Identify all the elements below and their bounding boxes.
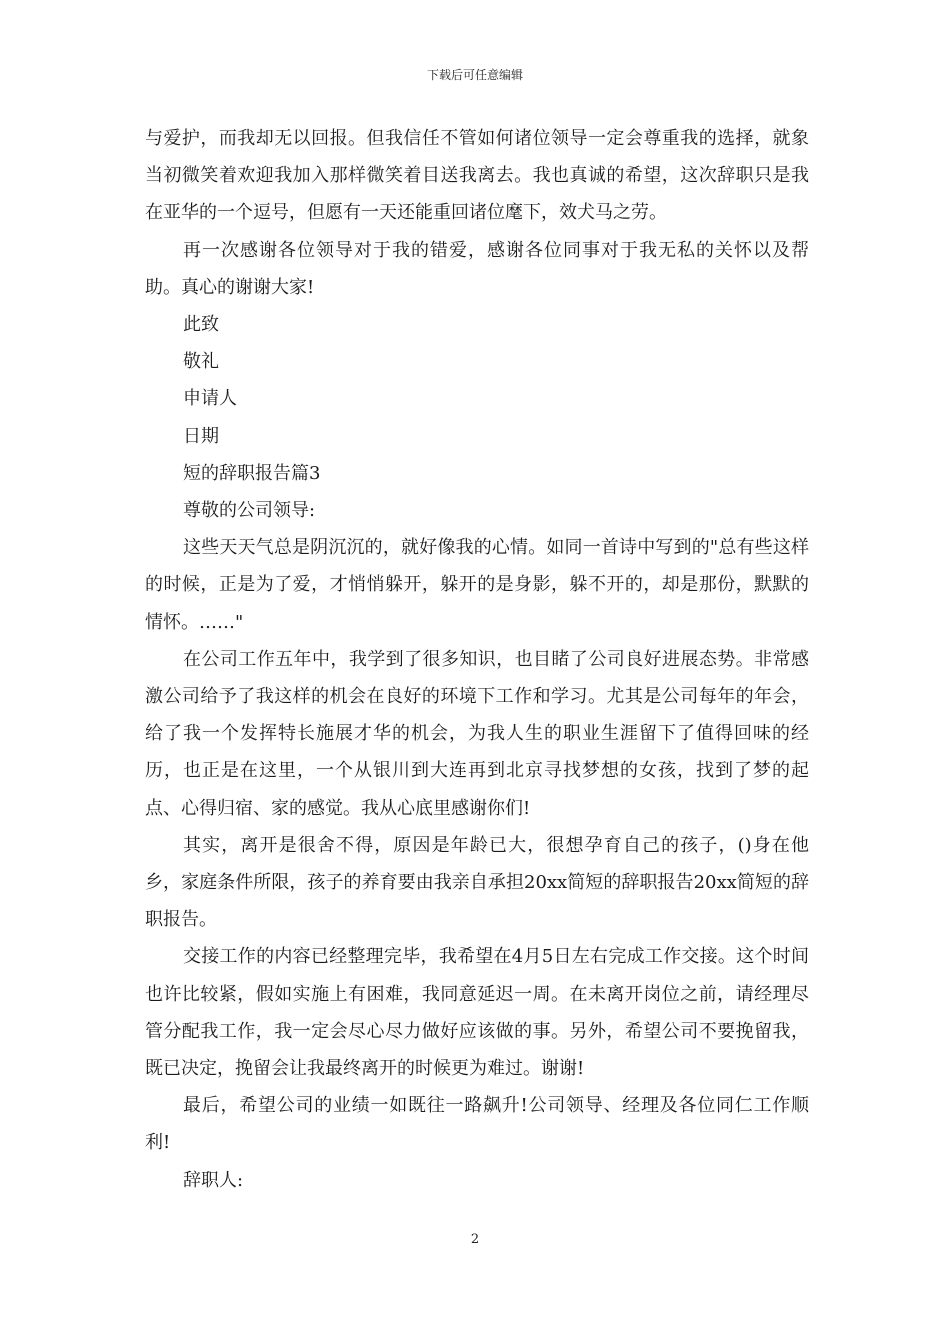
letter-greeting: 尊敬的公司领导: bbox=[183, 500, 316, 522]
paragraph-handover: 交接工作的内容已经整理完毕，我希望在4月5日左右完成工作交接。这个时间也许比较紧，假如实施上有困难，我同意延迟一周。在未离开岗位之前，请经理尽管分配我工作，我一定会尽心尽力做好应该做的事。另外，希望公司不要挽留我，既已决定，挽留会让我最终离开的时候更为难过。谢谢! bbox=[145, 946, 809, 1080]
date-label: 日期 bbox=[183, 425, 219, 447]
paragraph-reason: 其实，离开是很舍不得，原因是年龄已大，很想孕育自己的孩子，()身在他乡，家庭条件所限，孩子的养育要由我亲自承担20xx简短的辞职报告20xx简短的辞职报告。 bbox=[145, 834, 809, 931]
page-header: 下载后可任意编辑 bbox=[426, 68, 523, 82]
paragraph-weather: 这些天天气总是阴沉沉的，就好像我的心情。如同一首诗中写到的"总有些这样的时候，正是为了爱，才悄悄躲开，躲开的是身影，躲不开的，却是那份，默默的情怀。……" bbox=[145, 537, 809, 633]
paragraph-thanks: 再一次感谢各位领导对于我的错爱，感谢各位同事对于我无私的关怀以及帮助。真心的谢谢大家! bbox=[145, 239, 809, 298]
closing-salutation: 此致 bbox=[183, 314, 219, 336]
paragraph-continuation: 与爱护，而我却无以回报。但我信任不管如何诸位领导一定会尊重我的选择，就象当初微笑着欢迎我加入那样微笑着目送我离去。我也真诚的希望，这次辞职只是我在亚华的一个逗号，但愿有一天还能重回诸位麾下，效犬马之劳。 bbox=[145, 128, 809, 224]
closing-regards: 敬礼 bbox=[183, 351, 219, 373]
page-number: 2 bbox=[470, 1232, 480, 1247]
section-title: 短的辞职报告篇3 bbox=[183, 462, 321, 484]
signature-label: 辞职人: bbox=[183, 1169, 244, 1191]
applicant-label: 申请人 bbox=[183, 388, 237, 410]
document-body bbox=[145, 120, 809, 1199]
paragraph-work-experience: 在公司工作五年中，我学到了很多知识，也目睹了公司良好进展态势。非常感激公司给予了我这样的机会在良好的环境下工作和学习。尤其是公司每年的年会，给了我一个发挥特长施展才华的机会，为我人生的职业生涯留下了值得回味的经历，也正是在这里，一个从银川到大连再到北京寻找梦想的女孩，找到了梦的起点、心得归宿、家的感觉。我从心底里感谢你们! bbox=[145, 648, 809, 819]
paragraph-final-wishes: 最后，希望公司的业绩一如既往一路飙升!公司领导、经理及各位同仁工作顺利! bbox=[145, 1095, 809, 1154]
